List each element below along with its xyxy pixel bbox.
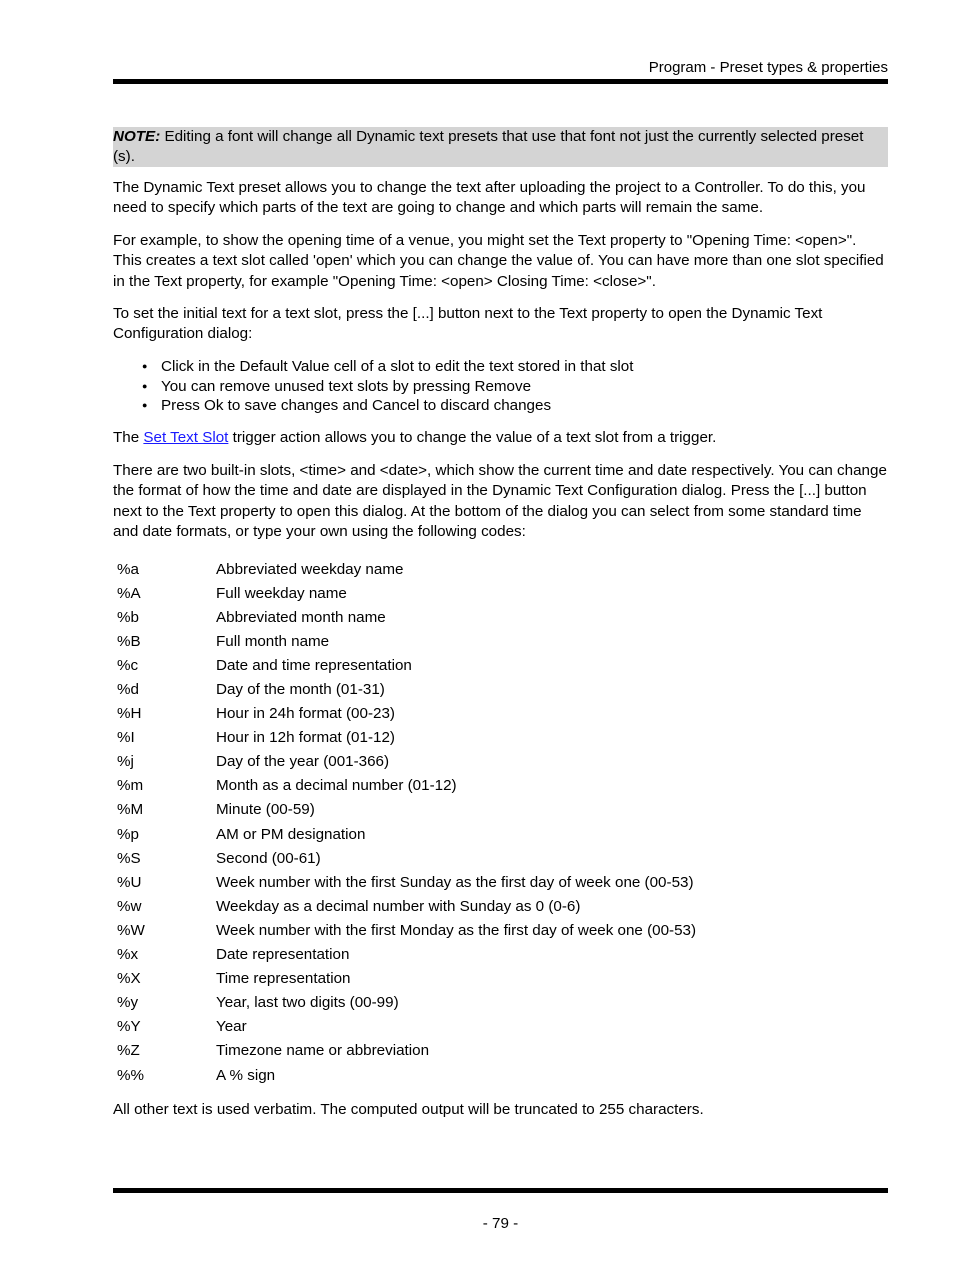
note-box — [113, 127, 888, 167]
format-code: %j — [117, 753, 134, 771]
format-description: Full month name — [216, 632, 330, 650]
table-row — [113, 581, 696, 605]
format-code: %w — [117, 897, 142, 915]
format-code: %M — [117, 801, 144, 819]
format-code: %x — [117, 946, 139, 964]
format-code: %Y — [117, 1018, 141, 1036]
dialog-instructions-list — [113, 357, 633, 416]
table-row — [113, 870, 696, 894]
set-text-slot-link[interactable]: Set Text Slot — [143, 429, 229, 446]
format-description: Day of the year (001-366) — [216, 753, 390, 771]
table-row — [113, 1039, 696, 1063]
format-description: Time representation — [216, 970, 351, 988]
table-row — [113, 943, 696, 967]
format-code: %c — [117, 656, 139, 674]
table-row — [113, 991, 696, 1015]
format-description: Date representation — [216, 946, 350, 964]
table-row — [113, 918, 696, 942]
format-description: Month as a decimal number (01-12) — [216, 777, 457, 795]
table-row — [113, 1015, 696, 1039]
trigger-paragraph — [113, 428, 888, 448]
table-row — [113, 605, 696, 629]
initial-text-paragraph: To set the initial text for a text slot, press the [...] button next to the Text property to open the Dynamic Text Configuration dialog: — [113, 305, 823, 343]
list-item: ● Press Ok to save changes and Cancel to discard changes — [113, 396, 633, 416]
format-description: Hour in 12h format (01-12) — [216, 729, 395, 747]
format-description: Timezone name or abbreviation — [216, 1042, 430, 1060]
list-item: ● Click in the Default Value cell of a slot to edit the text stored in that slot — [113, 357, 633, 377]
header-rule — [113, 79, 888, 84]
format-description: Year, last two digits (00-99) — [216, 994, 399, 1012]
table-row — [113, 846, 696, 870]
table-row — [113, 677, 696, 701]
format-code: %W — [117, 921, 145, 939]
format-description: Second (00-61) — [216, 849, 321, 867]
table-row — [113, 653, 696, 677]
format-description: Abbreviated weekday name — [216, 560, 404, 578]
format-description: Full weekday name — [216, 584, 347, 602]
format-code: %d — [117, 681, 139, 699]
table-row — [113, 750, 696, 774]
list-item: ● You can remove unused text slots by pressing Remove — [113, 377, 633, 397]
table-row — [113, 557, 696, 581]
format-code: %Z — [117, 1042, 140, 1060]
format-code: %m — [117, 777, 144, 795]
document-page — [113, 0, 888, 1272]
format-code: %b — [117, 608, 139, 626]
table-row — [113, 702, 696, 726]
table-row — [113, 894, 696, 918]
format-description: AM or PM designation — [216, 825, 366, 843]
running-header: Program - Preset types & properties — [648, 59, 888, 76]
format-code: %H — [117, 705, 142, 723]
closing-paragraph: All other text is used verbatim. The computed output will be truncated to 255 characters. — [113, 1101, 704, 1118]
format-code: %X — [117, 970, 141, 988]
format-description: Weekday as a decimal number with Sunday as 0 (0-6) — [216, 897, 581, 915]
format-description: Year — [216, 1018, 247, 1036]
trigger-prefix: The — [113, 429, 144, 446]
footer-rule — [113, 1188, 888, 1193]
format-description: Day of the month (01-31) — [216, 681, 385, 699]
format-code: %S — [117, 849, 141, 867]
table-row — [113, 822, 696, 846]
format-code: %% — [117, 1066, 145, 1084]
table-row — [113, 967, 696, 991]
format-description: Week number with the first Sunday as the first day of week one (00-53) — [216, 873, 694, 891]
table-row — [113, 726, 696, 750]
format-description: Week number with the first Monday as the first day of week one (00-53) — [216, 921, 697, 939]
format-description: Abbreviated month name — [216, 608, 386, 626]
format-description: A % sign — [216, 1066, 276, 1084]
trigger-suffix: trigger action allows you to change the value of a text slot from a trigger. — [228, 429, 717, 446]
format-description: Minute (00-59) — [216, 801, 315, 819]
format-codes-table — [113, 557, 696, 1087]
format-code: %a — [117, 560, 139, 578]
page-number: - 79 - — [482, 1215, 519, 1232]
table-row — [113, 798, 696, 822]
example-paragraph: For example, to show the opening time of a venue, you might set the Text property to "Opening Time: <open>". This creates a text slot called 'open' which you can change the value of. You can have more than one slot specified in the Text property, for example "Opening Time: <open> Closing Time: <close>". — [113, 232, 884, 290]
format-code: %p — [117, 825, 139, 843]
format-code: %y — [117, 994, 139, 1012]
format-description: Date and time representation — [216, 656, 412, 674]
note-text: Editing a font will change all Dynamic text presets that use that font not just the currently selected preset (s). — [113, 128, 864, 165]
format-code: %A — [117, 584, 141, 602]
table-row — [113, 1063, 696, 1087]
table-row — [113, 629, 696, 653]
note-label: NOTE: — [113, 128, 161, 145]
format-code: %U — [117, 873, 142, 891]
format-description: Hour in 24h format (00-23) — [216, 705, 395, 723]
intro-paragraph: The Dynamic Text preset allows you to change the text after uploading the project to a Controller. To do this, you need to specify which parts of the text are going to change and which parts will remain the same. — [113, 179, 866, 217]
format-code: %I — [117, 729, 135, 747]
format-code: %B — [117, 632, 141, 650]
builtin-slots-paragraph: There are two built-in slots, <time> and <date>, which show the current time and date respectively. You can change the format of how the time and date are displayed in the Dynamic Text Configuration dialog. Press the [...] button next to the Text property to open this dialog. At the bottom of the dialog you can select from some standard time and date formats, or type your own using the following codes: — [113, 462, 887, 540]
table-row — [113, 774, 696, 798]
